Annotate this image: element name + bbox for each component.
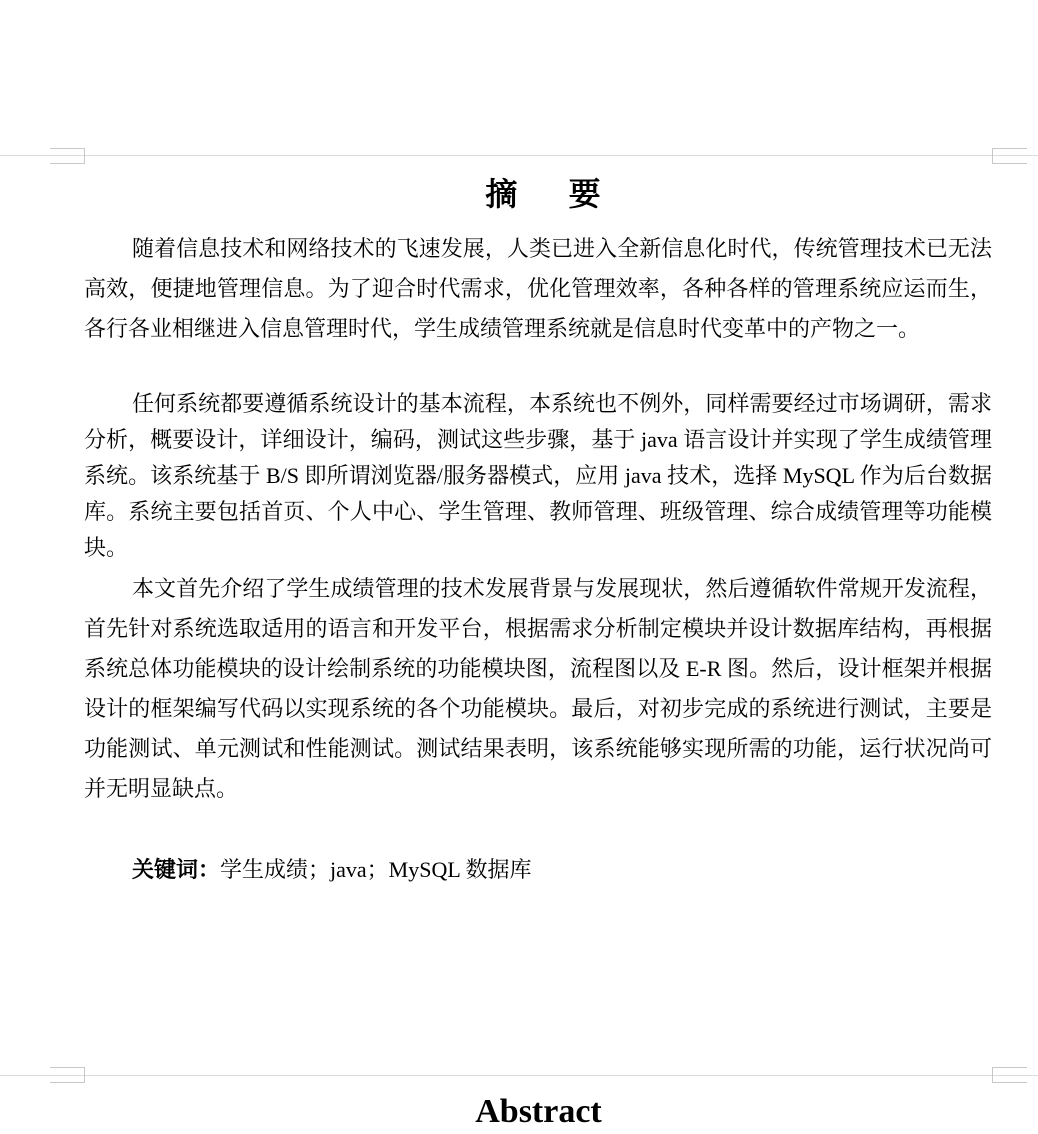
page-title: 摘 要 [485, 175, 621, 213]
keywords-label: 关键词： [132, 857, 221, 882]
keywords-line [132, 850, 531, 890]
english-abstract-title: Abstract [475, 1093, 602, 1130]
page-top-border [0, 155, 1038, 156]
top-left-margin-mark [50, 148, 85, 164]
bottom-right-margin-mark [992, 1067, 1027, 1083]
bottom-left-margin-mark [50, 1067, 85, 1083]
keywords-value: 学生成绩；java；MySQL 数据库 [220, 857, 532, 882]
page-break-line [0, 1075, 1038, 1076]
abstract-paragraph-3: 本文首先介绍了学生成绩管理的技术发展背景与发展现状，然后遵循软件常规开发流程，首先针对系统选取适用的语言和开发平台，根据需求分析制定模块并设计数据库结构，再根据系统总体功能模块的设计绘制系统的功能模块图，流程图以及 E-R 图。然后，设计框架并根据设计的框架编写代码以实现系统的各个功能模块。最后，对初步完成的系统进行测试，主要是功能测试、单元测试和性能测试。测试结果表明，该系统能够实现所需的功能，运行状况尚可并无明显缺点。 [84, 576, 992, 801]
abstract-paragraph-2: 任何系统都要遵循系统设计的基本流程，本系统也不例外，同样需要经过市场调研，需求分析，概要设计，详细设计，编码，测试这些步骤，基于 java 语言设计并实现了学生成绩管理系统。该系统基于 B/S 即所谓浏览器/服务器模式，应用 java 技术，选择 MySQL 作为后台数据库。系统主要包括首页、个人中心、学生管理、教师管理、班级管理、综合成绩管理等功能模块。 [84, 391, 992, 560]
top-right-margin-mark [992, 148, 1027, 164]
abstract-paragraph-1: 随着信息技术和网络技术的飞速发展，人类已进入全新信息化时代，传统管理技术已无法高效，便捷地管理信息。为了迎合时代需求，优化管理效率，各种各样的管理系统应运而生，各行各业相继进入信息管理时代，学生成绩管理系统就是信息时代变革中的产物之一。 [84, 236, 992, 341]
